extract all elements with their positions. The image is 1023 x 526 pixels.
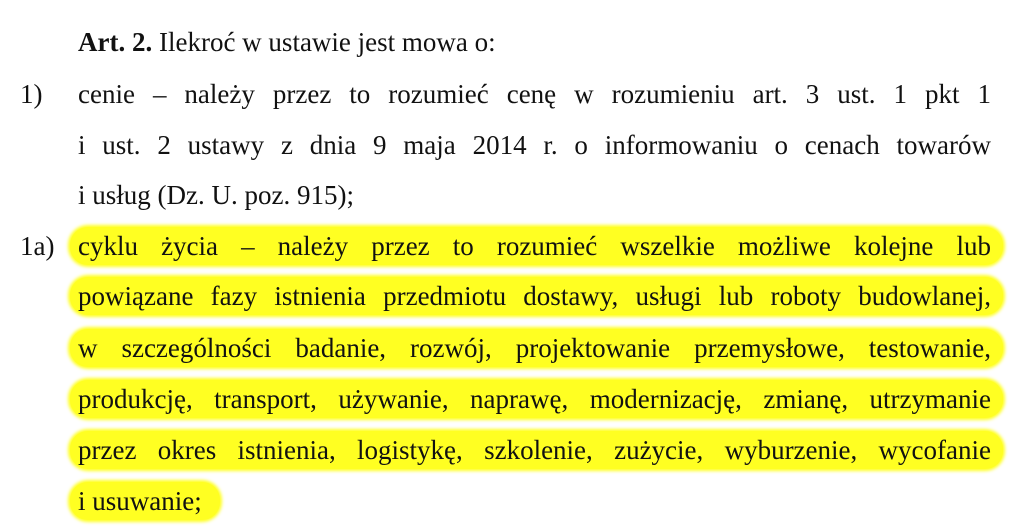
item-1a-line-1: cyklu życia – należy przez to rozumieć wszelkie możliwe kolejne lub [78, 231, 991, 261]
item-1a-line-3: w szczególności badanie, rozwój, projektowanie przemysłowe, testowanie, [78, 333, 991, 363]
item-1a-line-4: produkcję, transport, używanie, naprawę, modernizację, zmianę, utrzymanie [78, 384, 991, 414]
article-label: Art. 2. [78, 27, 153, 57]
item-1a-line-2: powiązane fazy istnienia przedmiotu dostawy, usługi lub roboty budowlanej, [78, 281, 991, 311]
item-1-line-2: i ust. 2 ustawy z dnia 9 maja 2014 r. o informowaniu o cenach towarów [78, 130, 991, 160]
item-1-line-3: i usług (Dz. U. poz. 915); [78, 180, 354, 210]
item-1-line-1: cenie – należy przez to rozumieć cenę w rozumieniu art. 3 ust. 1 pkt 1 [78, 79, 991, 109]
article-heading [78, 22, 496, 62]
item-1a-line-6: i usuwanie; [78, 486, 202, 516]
item-number: 1) [20, 79, 43, 109]
item-number: 1a) [20, 231, 55, 261]
item-1a-line-5: przez okres istnienia, logistykę, szkolenie, zużycie, wyburzenie, wycofanie [78, 435, 991, 465]
article-intro: Ilekroć w ustawie jest mowa o: [158, 27, 496, 57]
